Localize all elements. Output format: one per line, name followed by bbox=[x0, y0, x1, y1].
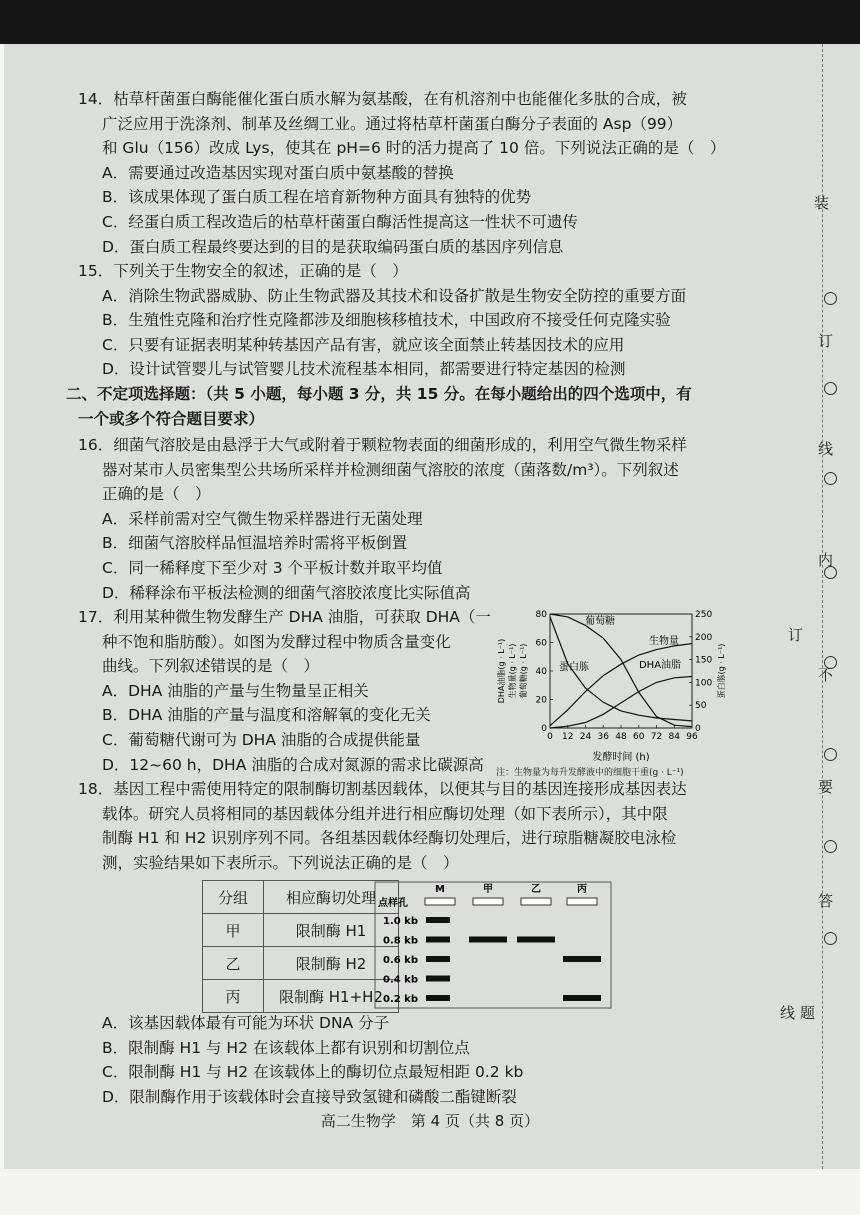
gel-electrophoresis bbox=[374, 880, 612, 1010]
gel-well-label: 点样孔 bbox=[378, 898, 408, 909]
y-left-tick-label: 80 bbox=[535, 610, 547, 620]
gel-band bbox=[563, 995, 601, 1001]
binding-circle bbox=[824, 472, 837, 485]
q17-option-a: A．DHA 油脂的产量与生物量呈正相关 bbox=[102, 681, 369, 700]
section-2-line-1: 二、不定项选择题：（共 5 小题，每小题 3 分，共 15 分。在每小题给出的四个选项中，有 bbox=[66, 385, 692, 403]
binding-char: 要 bbox=[818, 778, 834, 796]
q14-option-c: C．经蛋白质工程改造后的枯草杆菌蛋白酶活性提高这一性状不可遗传 bbox=[102, 212, 578, 231]
gel-band bbox=[426, 976, 450, 982]
x-axis-label: 发酵时间 (h) bbox=[592, 752, 650, 763]
binding-circle bbox=[824, 840, 837, 853]
gel-marker-label: 0.2 kb bbox=[382, 994, 418, 1005]
gel-band bbox=[517, 937, 555, 943]
series-label: 蛋白胨 bbox=[559, 662, 589, 673]
y-right-tick-label: 50 bbox=[695, 701, 707, 712]
gel-lane-label: 乙 bbox=[531, 884, 541, 895]
question-17 bbox=[78, 605, 491, 777]
q16-option-b: B．细菌气溶胶样品恒温培养时需将平板倒置 bbox=[102, 534, 408, 553]
q14-option-a: A．需要通过改造基因实现对蛋白质中氨基酸的替换 bbox=[102, 163, 454, 182]
gel-well bbox=[521, 898, 551, 905]
q18-option-c: C．限制酶 H1 与 H2 在该载体上的酶切位点最短相距 0.2 kb bbox=[102, 1063, 524, 1082]
q16-option-a: A．采样前需对空气微生物采样器进行无菌处理 bbox=[102, 509, 423, 528]
x-tick-label: 72 bbox=[650, 732, 663, 742]
y-right-tick-label: 150 bbox=[695, 655, 713, 666]
q18-stem-3: 制酶 H1 和 H2 识别序列不同。各组基因载体经酶切处理后，进行琼脂糖凝胶电泳检 bbox=[102, 829, 677, 848]
table-header-treatment: 相应酶切处理 bbox=[264, 881, 399, 914]
q17-stem-1: 17．利用某种微生物发酵生产 DHA 油脂，可获取 DHA（一 bbox=[78, 608, 491, 626]
q15-option-b: B．生殖性克隆和治疗性克隆都涉及细胞核移植技术，中国政府不接受任何克隆实验 bbox=[102, 311, 671, 330]
question-18 bbox=[78, 777, 687, 875]
q15-option-d: D．设计试管婴儿与试管婴儿技术流程基本相同，都需要进行特定基因的检测 bbox=[102, 360, 626, 379]
q16-stem-3: 正确的是（ ） bbox=[102, 485, 211, 504]
q16-option-d: D．稀释涂布平板法检测的细菌气溶胶浓度比实际值高 bbox=[102, 583, 471, 602]
enzyme-table bbox=[202, 880, 399, 1013]
gel-lane-label: M bbox=[435, 884, 445, 895]
q16-stem-1: 16．细菌气溶胶是由悬浮于大气或附着于颗粒物表面的细菌形成的，利用空气微生物采样 bbox=[78, 436, 687, 454]
series-line-DHA油脂 bbox=[550, 677, 692, 729]
q16-stem-2: 器对某市人员密集型公共场所采样并检测细菌气溶胶的浓度（菌落数/m³）。下列叙述 bbox=[102, 460, 679, 479]
binding-char: 内 bbox=[818, 551, 834, 569]
q16-option-c: C．同一稀释度下至少对 3 个平板计数并取平均值 bbox=[102, 558, 443, 577]
section-2-line-2: 一个或多个符合题目要求） bbox=[78, 409, 265, 428]
binding-char: 装 bbox=[814, 194, 830, 212]
y-right-tick-label: 200 bbox=[695, 632, 713, 643]
y-right-tick-label: 0 bbox=[695, 724, 701, 734]
gel-well bbox=[425, 898, 455, 905]
y-left-axis-label: 葡萄糖(g · L⁻¹) bbox=[519, 643, 528, 699]
table-cell-treatment: 限制酶 H2 bbox=[264, 947, 399, 980]
table-cell-group: 乙 bbox=[203, 947, 264, 980]
section-2-heading bbox=[66, 382, 692, 431]
question-16 bbox=[78, 433, 687, 605]
q14-option-b: B．该成果体现了蛋白质工程在培育新物种方面具有独特的优势 bbox=[102, 188, 532, 207]
binding-circle bbox=[824, 382, 837, 395]
y-left-tick-label: 40 bbox=[535, 667, 547, 677]
x-tick-label: 12 bbox=[562, 732, 574, 742]
table-cell-group: 甲 bbox=[203, 914, 264, 947]
series-label: DHA油脂 bbox=[638, 660, 682, 671]
q14-option-d: D．蛋白质工程最终要达到的目的是获取编码蛋白质的基因序列信息 bbox=[102, 237, 564, 256]
gel-band bbox=[426, 937, 450, 943]
binding-circle bbox=[824, 932, 837, 945]
gel-marker-label: 1.0 kb bbox=[382, 916, 418, 927]
q18-option-d: D．限制酶作用于该载体时会直接导致氢键和磷酸二酯键断裂 bbox=[102, 1087, 517, 1106]
q15-option-c: C．只要有证据表明某种转基因产品有害，就应该全面禁止转基因技术的应用 bbox=[102, 335, 625, 354]
question-15 bbox=[78, 259, 686, 382]
binding-circle bbox=[824, 748, 837, 761]
table-row bbox=[203, 914, 399, 947]
x-tick-label: 84 bbox=[668, 732, 680, 742]
x-tick-label: 36 bbox=[597, 732, 609, 742]
q15-stem: 15．下列关于生物安全的叙述，正确的是（ ） bbox=[78, 262, 408, 280]
table-header-group: 分组 bbox=[203, 881, 264, 914]
y-right-tick-label: 250 bbox=[695, 610, 713, 620]
binding-char: 订 bbox=[818, 332, 834, 350]
x-tick-label: 96 bbox=[686, 732, 698, 742]
series-line-生物量 bbox=[550, 644, 692, 726]
y-left-tick-label: 60 bbox=[535, 638, 547, 649]
gel-lane-label: 丙 bbox=[577, 884, 587, 895]
gel-well bbox=[473, 898, 503, 905]
x-tick-label: 0 bbox=[547, 732, 553, 742]
gel-marker-label: 0.4 kb bbox=[382, 974, 418, 986]
scan-top-border bbox=[0, 0, 860, 44]
series-label: 生物量 bbox=[649, 636, 679, 647]
gel-band bbox=[426, 917, 450, 923]
binding-margin bbox=[780, 44, 860, 1169]
q17-stem-2: 种不饱和脂肪酸）。如图为发酵过程中物质含量变化 bbox=[102, 632, 451, 651]
dha-fermentation-chart bbox=[490, 606, 790, 766]
binding-char: 线 bbox=[780, 1004, 796, 1022]
gel-band bbox=[469, 937, 507, 943]
q17-option-d: D．12~60 h，DHA 油脂的合成对氮源的需求比碳源高 bbox=[102, 755, 484, 774]
y-left-axis-label: 生物量(g · L⁻¹) bbox=[508, 643, 517, 699]
y-left-tick-label: 0 bbox=[541, 724, 547, 734]
table-cell-treatment: 限制酶 H1 bbox=[264, 914, 399, 947]
q17-option-b: B．DHA 油脂的产量与温度和溶解氧的变化无关 bbox=[102, 706, 431, 725]
chart-note: 注：生物量为每升发酵液中的细胞干重(g · L⁻¹) bbox=[496, 768, 684, 778]
y-right-axis-label: 蛋白胨(g · L⁻¹) bbox=[717, 643, 726, 699]
q15-option-a: A．消除生物武器威胁、防止生物武器及其技术和设备扩散是生物安全防控的重要方面 bbox=[102, 286, 687, 305]
table-row bbox=[203, 947, 399, 980]
binding-char: 题 bbox=[800, 1004, 816, 1022]
y-right-tick-label: 100 bbox=[695, 678, 713, 689]
q17-stem-3: 曲线。下列叙述错误的是（ ） bbox=[102, 657, 320, 676]
q14-stem-1: 14．枯草杆菌蛋白酶能催化蛋白质水解为氨基酸，在有机溶剂中也能催化多肽的合成，被 bbox=[78, 90, 687, 108]
gel-band bbox=[426, 956, 450, 962]
table-cell-treatment: 限制酶 H1+H2 bbox=[264, 980, 399, 1013]
binding-char: 不 bbox=[818, 666, 834, 684]
gel-well bbox=[567, 898, 597, 905]
gel-marker-label: 0.8 kb bbox=[382, 935, 418, 947]
y-left-axis-label: DHA油脂(g · L⁻¹) bbox=[497, 638, 506, 704]
series-label: 葡萄糖 bbox=[585, 616, 615, 627]
q18-stem-1: 18．基因工程中需使用特定的限制酶切割基因载体，以便其与目的基因连接形成基因表达 bbox=[78, 780, 687, 798]
binding-char: 线 bbox=[818, 440, 834, 458]
gel-band bbox=[563, 956, 601, 962]
q18-option-a: A．该基因载体最有可能为环状 DNA 分子 bbox=[102, 1014, 390, 1032]
binding-circle bbox=[824, 566, 837, 579]
x-tick-label: 48 bbox=[615, 732, 627, 742]
y-left-tick-label: 20 bbox=[535, 695, 547, 706]
gel-lane-label: 甲 bbox=[483, 884, 493, 895]
q18-option-b: B．限制酶 H1 与 H2 在该载体上都有识别和切割位点 bbox=[102, 1038, 470, 1057]
x-tick-label: 60 bbox=[633, 732, 645, 742]
gel-band bbox=[426, 995, 450, 1001]
binding-circle bbox=[824, 292, 837, 305]
table-row bbox=[203, 980, 399, 1013]
x-tick-label: 24 bbox=[579, 732, 592, 742]
q14-stem-2: 广泛应用于洗涤剂、制革及丝绸工业。通过将枯草杆菌蛋白酶分子表面的 Asp（99） bbox=[102, 114, 683, 133]
question-18-options bbox=[78, 1011, 523, 1109]
question-14 bbox=[78, 87, 725, 259]
q18-stem-2: 载体。研究人员将相同的基因载体分组并进行相应酶切处理（如下表所示），其中限 bbox=[102, 804, 668, 823]
binding-char: 订 bbox=[788, 626, 804, 644]
q14-stem-3: 和 Glu（156）改成 Lys，使其在 pH=6 时的活力提高了 10 倍。下列说法正确的是（ ） bbox=[102, 139, 726, 158]
binding-circle bbox=[824, 656, 837, 669]
table-cell-group: 丙 bbox=[203, 980, 264, 1013]
gel-marker-label: 0.6 kb bbox=[382, 955, 418, 966]
binding-char: 答 bbox=[818, 892, 834, 910]
page-footer: 高二生物学 第 4 页（共 8 页） bbox=[320, 1112, 540, 1130]
q17-option-c: C．葡萄糖代谢可为 DHA 油脂的合成提供能量 bbox=[102, 730, 421, 749]
q18-stem-4: 测，实验结果如下表所示。下列说法正确的是（ ） bbox=[102, 853, 459, 872]
